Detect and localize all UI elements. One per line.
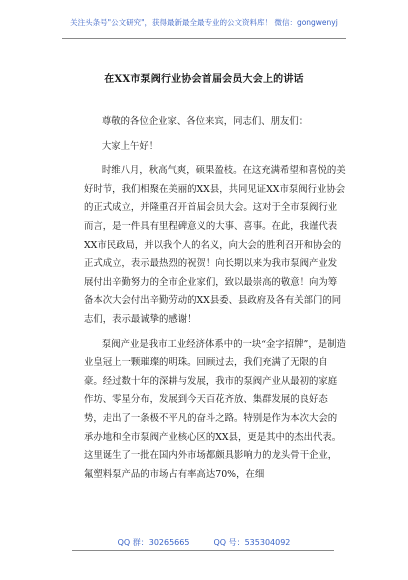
footer-qq-group: QQ 群：30265665 — [117, 538, 190, 547]
body-paragraph: 时维八月，秋高气爽，硕果盈枝。在这充满希望和喜悦的美好时节，我们相聚在美丽的XX县，共同见证XX市泵阀行业协会的正式成立，并隆重召开首届会员大会。这对于全市泵阀行业而言，是一件具有里程碑意义的大事、喜事。在此，我谨代表XX市民政局，并以我个人的名义，向大会的胜利召开和协会的正式成立，表示最热烈的祝贺！向长期以来为我市泵阀产业发展付出辛勤努力的全市企业家们，致以最崇高的敬意！向为筹备本次大会付出辛勤劳动的XX县委、县政府及各有关部门的同志们，表示最诚挚的感谢！ — [84, 165, 346, 325]
header-banner: 关注头条号"公文研究"，获得最新最全最专业的公文资料库！ 微信：gongwenyj — [70, 18, 338, 27]
greeting-paragraph: 大家上午好！ — [101, 140, 159, 152]
document-body — [84, 113, 346, 484]
footer-contact — [0, 537, 408, 548]
salutation-paragraph: 尊敬的各位企业家、各位来宾，同志们、朋友们： — [101, 116, 309, 127]
document-title: 在XX市泵阀行业协会首届会员大会上的讲话 — [104, 74, 304, 85]
body-paragraph: 泵阀产业是我市工业经济体系中的一块“金字招牌”，是制造业皇冠上一颗璀璨的明珠。回顾过去，我们充满了无限的自豪。经过数十年的深耕与发展，我市的泵阀产业从最初的家庭作坊、零星分布，发展到今天百花齐放、集群发展的良好态势，走出了一条极不平凡的奋斗之路。特别是作为本次大会的承办地和全市泵阀产业核心区的XX县，更是其中的杰出代表。这里诞生了一批在国内外市场都颇具影响力的龙头骨干企业，氟塑料泵产品的市场占有率高达70%，在细 — [84, 338, 346, 480]
footer-divider — [72, 550, 334, 551]
header-divider — [62, 38, 346, 39]
footer-qq-number: QQ 号：535304092 — [213, 538, 291, 547]
